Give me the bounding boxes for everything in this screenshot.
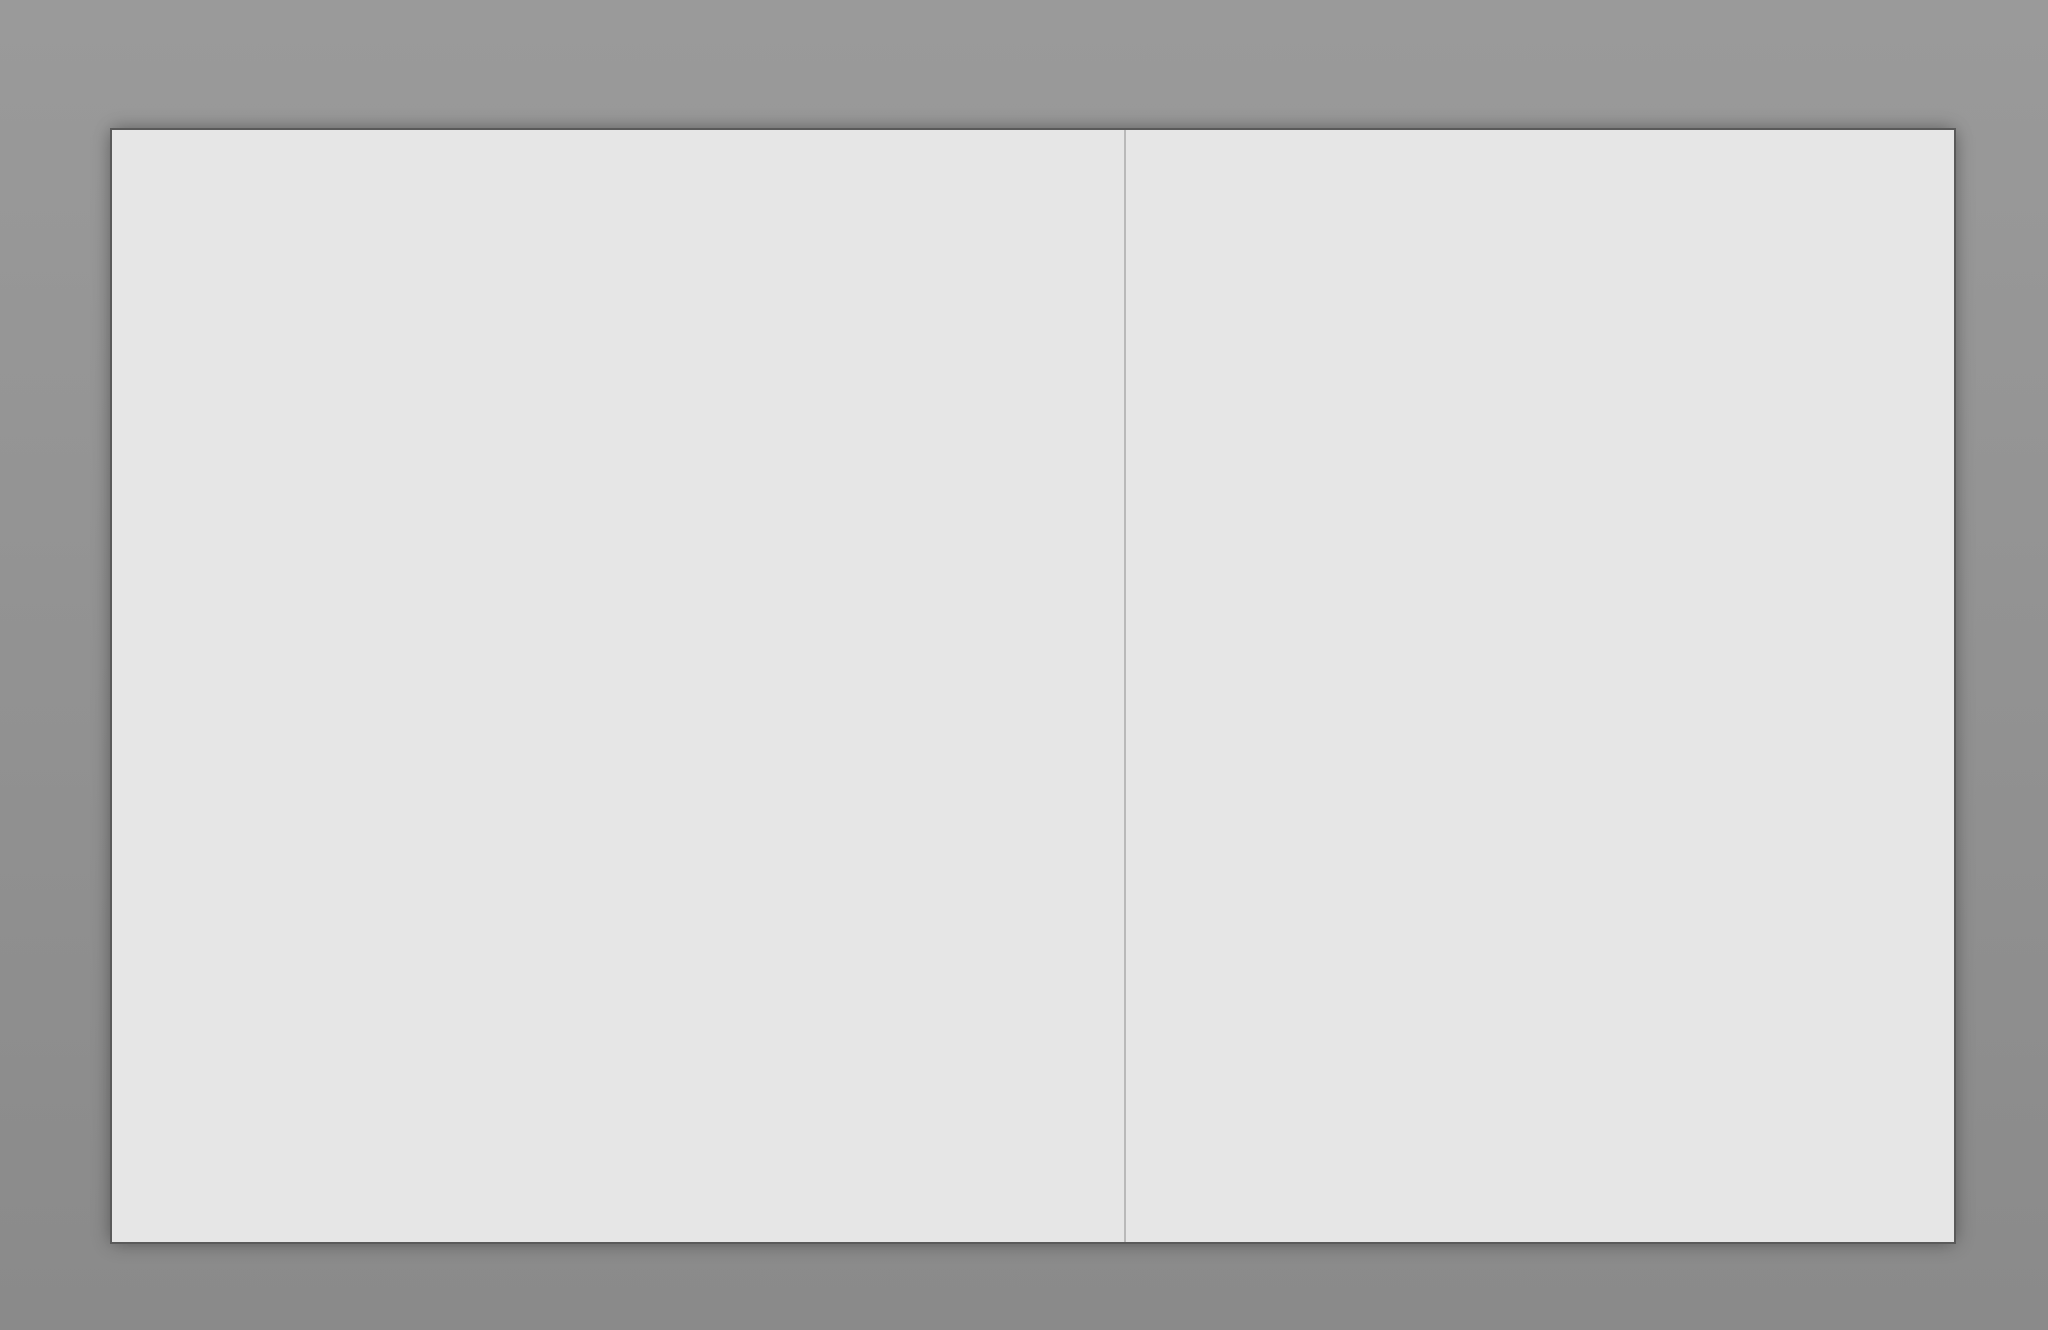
census-table: [112, 130, 1954, 1242]
census-form-sheet: [112, 130, 1954, 1242]
